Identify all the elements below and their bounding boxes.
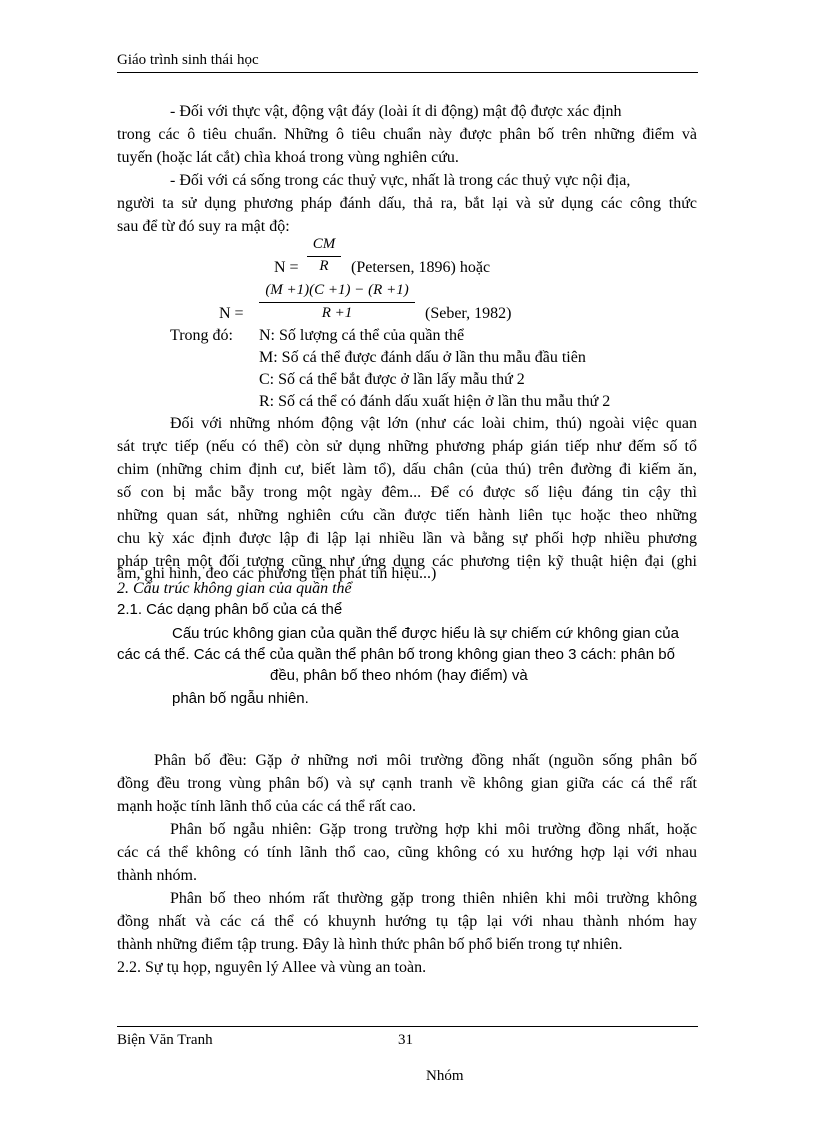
para3-line1: Đối với những nhóm động vật lớn (như các loài chim, thú) ngoài việc quan: [170, 415, 697, 432]
section21-line1: Cấu trúc không gian của quần thể được hiểu là sự chiếm cứ không gian của: [172, 625, 679, 642]
para6-line3: thành những điểm tập trung. Đây là hình thức phân bố phổ biến trong tự nhiên.: [117, 936, 623, 953]
para3-line8: âm, ghi hình, đeo các phương tiện phát tín hiệu...): [117, 565, 437, 582]
formula1-numerator: CM: [312, 236, 336, 252]
footer-rule: [117, 1026, 698, 1027]
para3-line7: pháp trên một đối tượng cũng như ứng dụng các phương tiện kỹ thuật hiện đại (ghi: [117, 553, 697, 570]
para2-line3: sau để từ đó suy ra mật độ:: [117, 218, 290, 235]
para4-line2: đồng đều trong vùng phân bố) và sự cạnh tranh về không gian giữa các cá thể rất: [117, 775, 697, 792]
section2-heading: 2. Cấu trúc không gian của quần thể: [117, 580, 352, 597]
para6-line2: đồng nhất và các cá thể có khuynh hướng tụ tập lại với nhau thành nhóm hay: [117, 913, 697, 930]
legend-item-n: N: Số lượng cá thể của quần thể: [259, 327, 465, 344]
section22-heading: 2.2. Sự tụ họp, nguyên lý Allee và vùng an toàn.: [117, 959, 427, 976]
formula2-lhs: N =: [219, 305, 244, 322]
section21-line2: các cá thể. Các cá thể của quần thể phân bố trong không gian theo 3 cách: phân bố: [117, 646, 675, 663]
legend-label: Trong đó:: [170, 327, 233, 344]
formula2-fraction-bar: [259, 302, 415, 303]
para1-line2: trong các ô tiêu chuẩn. Những ô tiêu chuẩn này được phân bố trên những điểm và: [117, 126, 697, 143]
formula1-note: (Petersen, 1896) hoặc: [351, 259, 491, 276]
header-title: Giáo trình sinh thái học: [117, 52, 259, 68]
formula1-lhs: N =: [274, 259, 299, 276]
section21-line4: phân bố ngẫu nhiên.: [172, 690, 309, 707]
header-rule: [117, 72, 698, 73]
legend-item-c: C: Số cá thể bắt được ở lần lấy mẫu thứ 2: [259, 371, 525, 388]
para3-line2: sát trực tiếp (nếu có thể) còn sử dụng những phương pháp gián tiếp như đếm số tổ: [117, 438, 697, 455]
section21-heading: 2.1. Các dạng phân bố của cá thể: [117, 601, 343, 618]
section21-line3: đều, phân bố theo nhóm (hay điểm) và: [270, 667, 528, 684]
formula2-note: (Seber, 1982): [425, 305, 512, 322]
footer-group: Nhóm: [426, 1068, 464, 1084]
formula1-fraction-bar: [307, 256, 341, 257]
formula2-denominator: R +1: [321, 305, 353, 321]
para5-line1: Phân bố ngẫu nhiên: Gặp trong trường hợp khi môi trường đồng nhất, hoặc: [170, 821, 697, 838]
para3-line6: chu kỳ xác định được lập đi lập lại nhiều lần và bằng sự phối hợp nhiều phương: [117, 530, 697, 547]
para4-line3: mạnh hoặc tính lãnh thổ của các cá thể rất cao.: [117, 798, 416, 815]
para6-line1: Phân bố theo nhóm rất thường gặp trong thiên nhiên khi môi trường không: [170, 890, 697, 907]
formula1-denominator: R: [319, 258, 329, 274]
para2-line1: - Đối với cá sống trong các thuỷ vực, nhất là trong các thuỷ vực nội địa,: [170, 172, 631, 189]
footer-author: Biện Văn Tranh: [117, 1032, 213, 1048]
formula2-numerator: (M +1)(C +1) − (R +1): [265, 282, 409, 298]
para4-line1: Phân bố đều: Gặp ở những nơi môi trường đồng nhất (nguồn sống phân bố: [154, 752, 697, 769]
para5-line3: thành nhóm.: [117, 867, 197, 884]
legend-item-r: R: Số cá thể có đánh dấu xuất hiện ở lần thu mẫu thứ 2: [259, 393, 611, 410]
para3-line4: số con bị mắc bẫy trong một ngày đêm... Để có được số liệu đáng tin cậy thì: [117, 484, 697, 501]
para1-line3: tuyến (hoặc lát cắt) chìa khoá trong vùng nghiên cứu.: [117, 149, 459, 166]
legend-item-m: M: Số cá thể được đánh dấu ở lần thu mẫu đầu tiên: [259, 349, 586, 366]
para1-line1: - Đối với thực vật, động vật đáy (loài ít di động) mật độ được xác định: [170, 103, 622, 120]
para2-line2: người ta sử dụng phương pháp đánh dấu, thả ra, bắt lại và sử dụng các công thức: [117, 195, 697, 212]
para5-line2: các cá thể không có tính lãnh thổ cao, cũng không có xu hướng hợp lại với nhau: [117, 844, 697, 861]
footer-page-number: 31: [398, 1032, 413, 1048]
para3-line5: những quan sát, những nghiên cứu cần được tiến hành liên tục hoặc theo những: [117, 507, 697, 524]
para3-line3: chim (những chim định cư, biết làm tổ), dấu chân (của thú) trên đường đi kiếm ăn,: [117, 461, 697, 478]
